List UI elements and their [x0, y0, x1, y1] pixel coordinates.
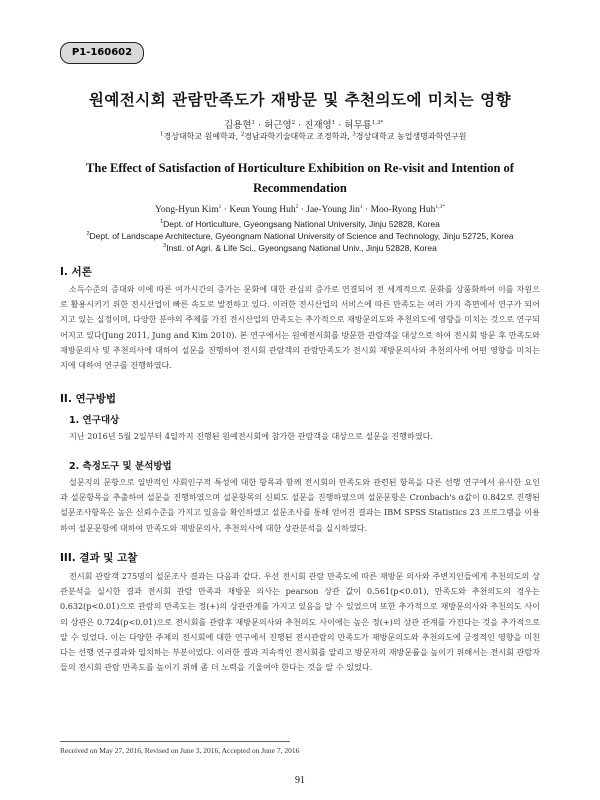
korean-title: 원예전시회 관람만족도가 재방문 및 추천의도에 미치는 영향 [88, 90, 512, 109]
footnote-rule [60, 741, 290, 742]
affil-ko-3-sup: 3 [352, 131, 356, 138]
author-ko-4-sup: 1,3* [371, 119, 384, 126]
author-en-3: Jae-Young Jin [306, 205, 360, 216]
english-affiliation-2 [0, 231, 600, 241]
affil-ko-2: 경남과학기술대학교 조경학과, [244, 132, 353, 141]
english-affiliation-3 [0, 243, 600, 253]
author-separator: · [221, 205, 230, 216]
author-ko-2: 허근영 [264, 120, 292, 131]
author-ko-1-sup: 1 [251, 119, 256, 126]
subsection-heading-instruments: 2. 측정도구 및 분석방법 [69, 461, 172, 472]
author-en-4: Moo-Ryong Huh [370, 205, 436, 216]
section-heading-introduction: I. 서론 [60, 266, 92, 278]
affil-en-2-text: Dept. of Landscape Architecture, Gyeongnam National University of Science and Technology, Jinju 52725, Korea [89, 231, 514, 241]
author-separator: · [255, 120, 265, 131]
english-title [60, 158, 540, 198]
affil-en-1-text: Dept. of Horticulture, Gyeongsang National University, Jinju 52828, Korea [163, 219, 440, 229]
author-en-4-sup: 1,3* [435, 204, 446, 210]
author-separator: · [298, 205, 307, 216]
affil-ko-2-sup: 2 [240, 131, 245, 138]
author-separator: · [362, 205, 371, 216]
english-authors [0, 204, 600, 215]
subjects-paragraph: 지난 2016년 5월 2일부터 4일까지 진행된 원예전시회에 참가한 관람객을 대상으로 설문을 진행하였다. [69, 431, 434, 441]
author-ko-2-sup: 2 [291, 119, 296, 126]
english-title-line-2: Recommendation [253, 181, 347, 195]
english-title-line-1: The Effect of Satisfaction of Horticulture Exhibition on Re-visit and Intention of [86, 161, 514, 175]
affil-en-1-sup: 1 [160, 219, 164, 226]
affil-en-3-sup: 3 [163, 243, 167, 250]
author-separator: · [335, 120, 345, 131]
affil-ko-1-sup: 1 [160, 131, 164, 138]
korean-authors [224, 117, 383, 131]
affil-en-2-sup: 2 [86, 231, 90, 238]
author-ko-3-sup: 1 [331, 119, 336, 126]
introduction-paragraph: 소득수준의 증대와 이에 따른 여가시간의 증가는 문화에 대한 관심의 증가로 연결되어 전 세계적으로 문화를 상품화하여 이를 자원으로 활용시키기 위한 전시산업이 빠른 속도로 발전하고 있다. 이러한 전시산업의 서비스에 따른 만족도는 여러 가지 측면에서 연구가 되어 지고 있는 실정이며, 다양한 분야의 주제를 가진 전시산업의 만족도는 추가적으로 재방문의도와 추천의도에 영향을 미치는 것으로 연구되어지고 있다(Jung 2011, Jung and Kim 2010). 본 연구에서는 원예전시회를 방문한 관람객을 대상으로 하여 전시회 방문 후 만족도와 재방문의사 및 추천의사에 대하여 설문을 진행하여 전시회 관람객의 관람만족도가 전시회 재방문의사와 추천의사에 어떤 영향을 미치는지에 대하여 연구를 진행하였다. [60, 284, 540, 371]
author-ko-3: 진재영 [304, 120, 332, 131]
received-dates: Received on May 27, 2016, Revised on June 3, 2016, Accepted on June 7, 2016 [60, 746, 300, 755]
affil-ko-1: 경상대학교 원예학과, [163, 132, 241, 141]
affil-en-3-text: Insti. of Agri. & Life Sci., Gyeongsang National Univ., Jinju 52828, Korea [166, 243, 437, 253]
section-heading-methods: II. 연구방법 [60, 393, 117, 405]
author-en-1-sup: 1 [218, 204, 222, 210]
author-en-2-sup: 2 [295, 204, 299, 210]
author-en-3-sup: 1 [359, 204, 363, 210]
results-paragraph: 전시회 관람객 275명의 설문조사 결과는 다음과 같다. 우선 전시회 관람 만족도에 따른 재방문 의사와 주변지인들에게 추천의도의 상관분석을 실시한 결과 전시회 관람 만족과 재방문 의사는 pearson 상관 값이 0.561(p<0.01), 만족도와 추천의도의 경우는 0.632(p<0.01)으로 관람의 만족도는 정(+)의 상관관계를 가지고 있음을 알 수 있었으며 또한 추가적으로 재방문의사와 추천의도 사이의 상관은 0.724(p<0.01)으로 전시회를 관람후 재방문의사와 추천의도 사이에는 높은 정(+)의 상관 관계를 가진다는 것을 추가적으로 알 수 있었다. 이는 다양한 주제의 전시회에 대한 연구에서 진행된 전시관람의 만족도가 재방문의도와 추천의도에 긍정적인 영향을 미친다는 선행 연구결과와 일치하는 부분이었다. 이러한 결과 지속적인 전시회를 알리고 방문자의 재방문률을 높이기 위해서는 전시회 관람자들의 전시회 관람 만족도를 높이기 위해 좀 더 노력을 기울여야 한다는 것을 알 수 있었다. [60, 571, 540, 673]
author-separator: · [295, 120, 305, 131]
author-en-2: Keun Young Huh [229, 205, 296, 216]
author-ko-1: 김용현 [224, 120, 252, 131]
instruments-paragraph: 설문지의 문항으로 일반적인 사회인구적 특성에 대한 항목과 함께 전시회의 만족도와 관련된 항목을 다른 선행 연구에서 유사한 요인과 설문항목을 추출하여 설문을 진행하였으며 설문항목의 신뢰도 설문을 진행하였으며 설문문항은 Cronbach's α값이 0.842로 진행된 설문조사항목은 높은 신뢰수준을 가지고 있음을 확인하였고 설문조사를 통해 얻어진 결과는 IBM SPSS Statistics 23 프로그램을 이용하여 설문문항에 대하여 만족도와 재방문의사, 추천의사에 대한 상관분석을 실시하였다. [60, 477, 540, 533]
author-ko-4: 허무룡 [344, 120, 372, 131]
korean-affiliations [160, 131, 467, 142]
affil-ko-3: 경상대학교 농업생명과학연구원 [355, 132, 467, 141]
page-number: 91 [295, 775, 305, 786]
abstract-code-badge: P1-160602 [60, 42, 144, 64]
author-en-1: Yong-Hyun Kim [154, 205, 219, 216]
section-heading-results: III. 결과 및 고찰 [60, 552, 138, 564]
subsection-heading-subjects: 1. 연구대상 [69, 415, 120, 426]
english-affiliation-1 [0, 219, 600, 229]
